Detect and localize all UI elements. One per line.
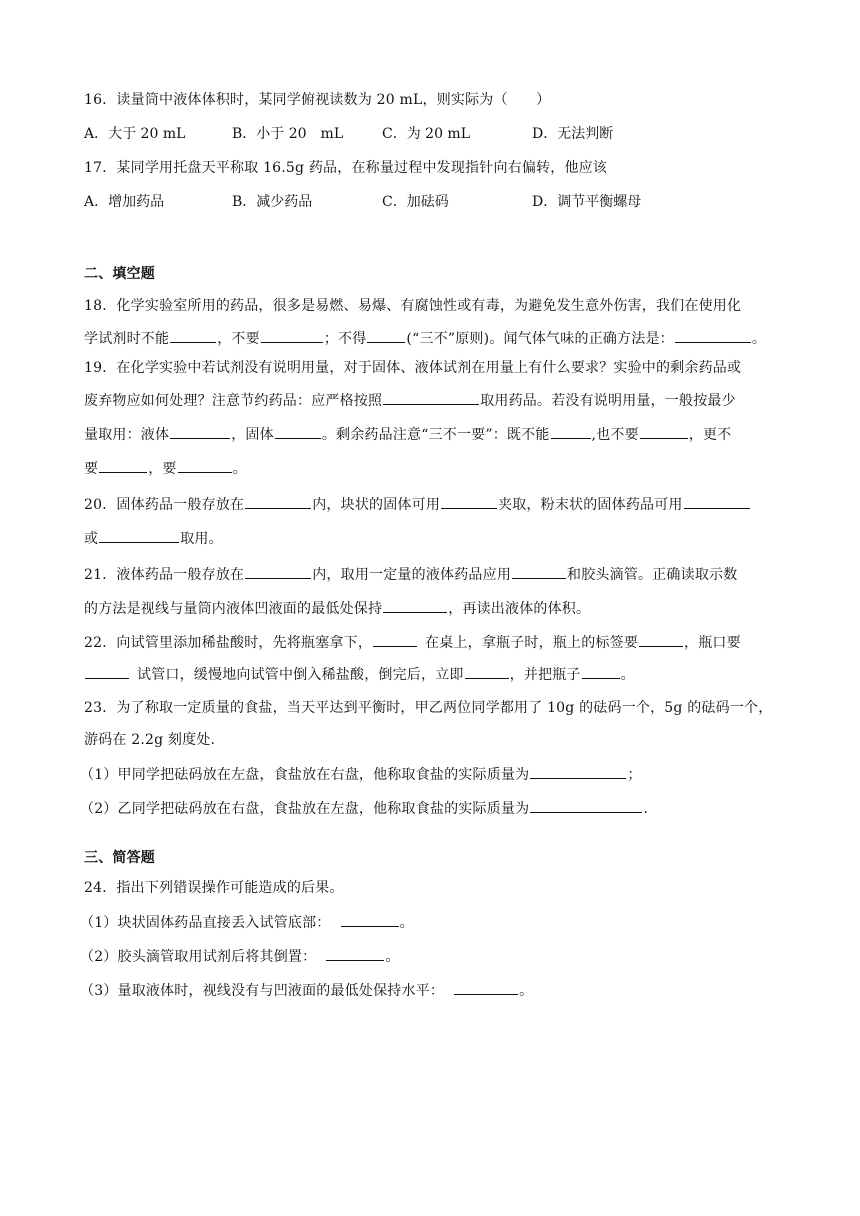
q19-blank-5 <box>640 424 688 439</box>
q23-sub2-text: （2）乙同学把砝码放在右盘，食盐放在左盘，他称取食盐的实际质量为 <box>80 801 530 817</box>
q21-text-b: 内，取用一定量的液体药品应用 <box>312 567 512 583</box>
q23-sub1-end: ； <box>627 767 642 783</box>
q19-text-h: 要 <box>84 461 99 477</box>
q22-blank-3 <box>85 664 129 679</box>
q21-text-e: ，再读出液体的体积。 <box>448 601 591 617</box>
q24-sub2-end: 。 <box>385 949 400 965</box>
q20-blank-4 <box>99 528 179 543</box>
q20-blank-2 <box>441 494 497 509</box>
question-19-line-1: 19．在化学实验中若试剂没有说明用量，对于固体、液体试剂在用量上有什么要求？实验中的剩余药品或 <box>84 360 742 376</box>
q20-text-d: 或 <box>84 531 99 547</box>
q22-text-b: 在桌上，拿瓶子时，瓶上的标签要 <box>425 635 639 651</box>
q16-option-d: D．无法判断 <box>532 126 614 142</box>
q22-text-a: 22．向试管里添加稀盐酸时，先将瓶塞拿下， <box>84 635 373 651</box>
q22-blank-1 <box>373 632 417 647</box>
question-20-line-2 <box>84 528 784 549</box>
q16-option-b: B．小于 20 mL <box>232 126 344 142</box>
question-19-line-2 <box>84 390 784 411</box>
q23-sub2-end: . <box>643 801 648 817</box>
question-24-stem: 24．指出下列错误操作可能造成的后果。 <box>84 880 344 896</box>
section-fill-in-title: 二、填空题 <box>84 266 155 282</box>
q19-blank-3 <box>275 424 321 439</box>
question-16-stem: 16．读量筒中液体体积时，某同学俯视读数为 20 mL，则实际为（ ） <box>84 92 551 108</box>
q24-sub1-text: （1）块状固体药品直接丢入试管底部： <box>80 915 331 931</box>
q19-blank-4 <box>551 424 591 439</box>
q16-option-c: C．为 20 mL <box>382 126 470 142</box>
q21-blank-3 <box>383 598 447 613</box>
q22-text-c: ，瓶口要 <box>684 635 741 651</box>
q19-text-d: ，固体 <box>231 427 274 443</box>
q24-blank-1 <box>341 912 399 927</box>
section-short-answer-title: 三、简答题 <box>84 850 155 866</box>
question-17-stem: 17．某同学用托盘天平称取 16.5g 药品，在称量过程中发现指针向右偏转，他应该 <box>84 160 608 176</box>
q18-text-b: ，不要 <box>217 331 260 347</box>
question-24-sub-2 <box>80 946 780 967</box>
question-23-sub-1 <box>80 764 780 785</box>
q22-blank-4 <box>465 664 509 679</box>
q18-blank-3 <box>367 328 405 343</box>
q18-blank-2 <box>261 328 323 343</box>
q19-text-i: ，要 <box>148 461 177 477</box>
q24-sub1-end: 。 <box>399 915 414 931</box>
q24-blank-2 <box>326 946 384 961</box>
q19-text-f: ,也不要 <box>591 427 639 443</box>
q21-text-d: 的方法是视线与量筒内液体凹液面的最低处保持 <box>84 601 383 617</box>
q18-text-e: 。 <box>751 331 767 347</box>
q19-text-j: 。 <box>232 461 247 477</box>
q23-sub1-text: （1）甲同学把砝码放在左盘，食盐放在右盘，他称取食盐的实际质量为 <box>80 767 530 783</box>
q22-blank-2 <box>639 632 683 647</box>
q22-blank-5 <box>582 664 620 679</box>
question-21-line-1 <box>84 564 784 585</box>
q20-blank-3 <box>684 494 750 509</box>
q18-text-a: 学试剂时不能 <box>84 331 170 347</box>
q24-sub3-end: 。 <box>519 983 534 999</box>
q22-text-d: 试管口，缓慢地向试管中倒入稀盐酸，倒完后，立即 <box>137 667 464 683</box>
q18-text-c: ；不得 <box>323 331 367 347</box>
q19-blank-7 <box>178 458 232 473</box>
question-23-sub-2 <box>80 798 780 819</box>
q17-option-b: B．减少药品 <box>232 194 313 210</box>
q24-sub3-text: （3）量取液体时，视线没有与凹液面的最低处保持水平： <box>80 983 445 999</box>
q21-text-c: 和胶头滴管。正确读取示数 <box>567 567 738 583</box>
q21-blank-1 <box>245 564 311 579</box>
q18-blank-4 <box>675 328 751 343</box>
question-18-line-1: 18．化学实验室所用的药品，很多是易燃、易爆、有腐蚀性或有毒，为避免发生意外伤害，我们在使用化 <box>84 298 742 314</box>
q19-blank-6 <box>99 458 147 473</box>
q21-blank-2 <box>512 564 566 579</box>
q17-option-a: A．增加药品 <box>84 194 165 210</box>
question-22-line-1 <box>84 632 784 653</box>
q16-option-a: A．大于 20 mL <box>84 126 186 142</box>
question-19-line-3 <box>84 424 784 445</box>
q20-text-c: 夹取，粉末状的固体药品可用 <box>498 497 683 513</box>
q18-text-d: (“三不”原则)。闻气体气味的正确方法是： <box>406 331 674 347</box>
q17-option-d: D．调节平衡螺母 <box>532 194 642 210</box>
question-19-line-4 <box>84 458 784 479</box>
q19-text-e: 。剩余药品注意“三不一要”：既不能 <box>321 427 550 443</box>
question-22-line-2 <box>84 664 784 685</box>
question-24-sub-1 <box>80 912 780 933</box>
q19-text-g: ，更不 <box>688 427 732 443</box>
q22-text-f: 。 <box>620 667 635 683</box>
q19-blank-1 <box>383 390 479 405</box>
q23-blank-1 <box>530 764 626 779</box>
q20-text-e: 取用。 <box>180 531 223 547</box>
question-20-line-1 <box>84 494 784 515</box>
q24-sub2-text: （2）胶头滴管取用试剂后将其倒置： <box>80 949 317 965</box>
q19-blank-2 <box>170 424 230 439</box>
q21-text-a: 21．液体药品一般存放在 <box>84 567 245 583</box>
question-18-line-2 <box>84 328 784 349</box>
q24-blank-3 <box>454 980 518 995</box>
q23-blank-2 <box>530 798 642 813</box>
q19-text-b: 取用药品。若没有说明用量，一般按最少 <box>480 393 736 409</box>
q17-option-c: C．加砝码 <box>382 194 449 210</box>
q20-blank-1 <box>245 494 311 509</box>
q20-text-a: 20．固体药品一般存放在 <box>84 497 245 513</box>
q19-text-a: 废弃物应如何处理？注意节约药品：应严格按照 <box>84 393 383 409</box>
question-23-line-1: 23．为了称取一定质量的食盐，当天平达到平衡时，甲乙两位同学都用了 10g 的砝码一个，5g 的砝码一个， <box>84 700 773 716</box>
q22-text-e: ，并把瓶子 <box>509 667 581 683</box>
q19-text-c: 量取用：液体 <box>84 427 170 443</box>
question-24-sub-3 <box>80 980 780 1001</box>
q18-blank-1 <box>170 328 216 343</box>
question-23-line-2: 游码在 2.2g 刻度处. <box>84 732 216 748</box>
q20-text-b: 内，块状的固体可用 <box>312 497 441 513</box>
question-21-line-2 <box>84 598 784 619</box>
